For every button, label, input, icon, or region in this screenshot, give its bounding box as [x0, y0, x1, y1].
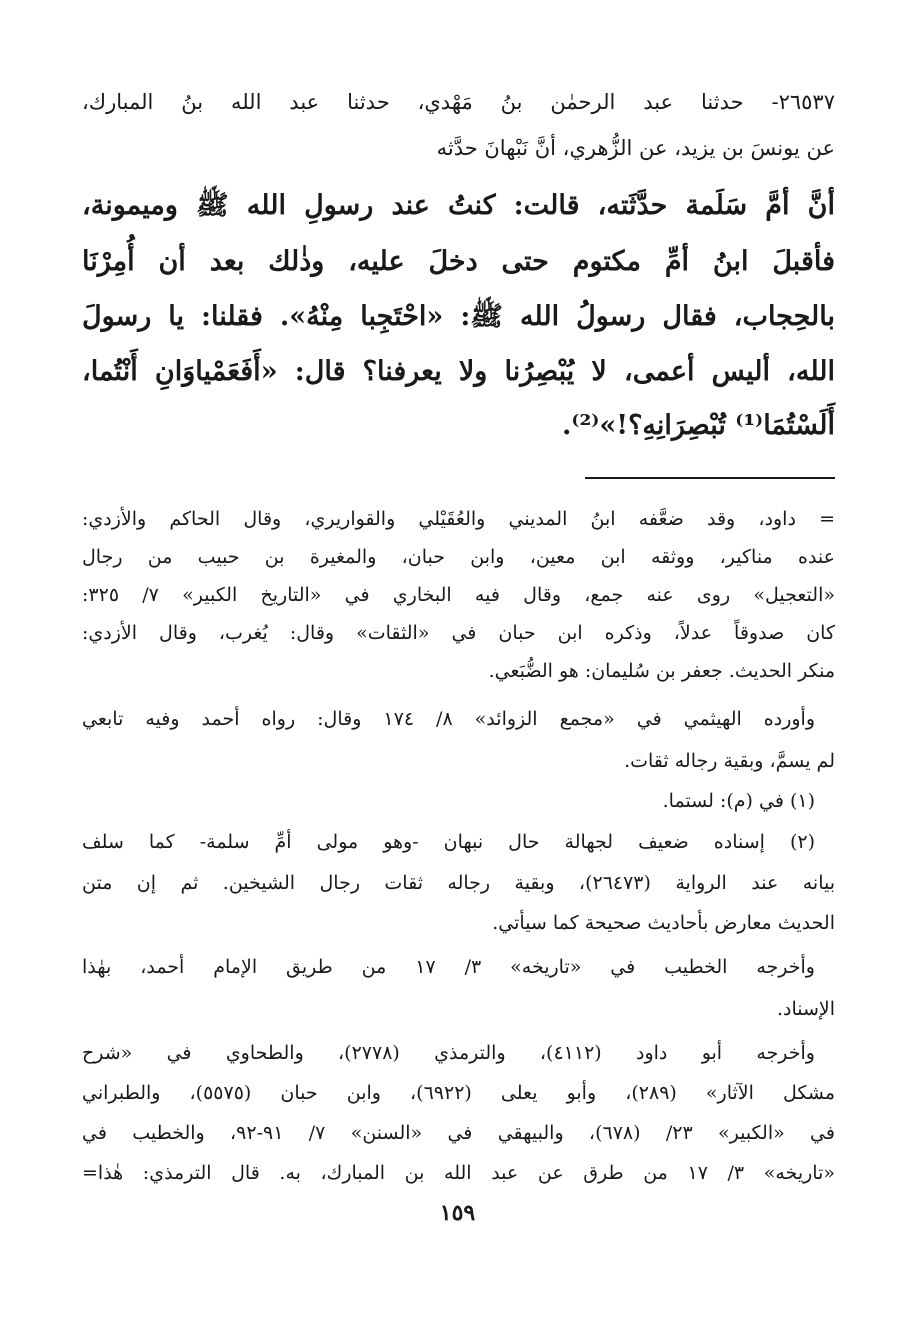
footnote-line: = داود، وقد ضعَّفه ابنُ المديني والعُقَيْلي والقواريري، وقال الحاكم والأزدي: [82, 508, 835, 530]
footnote-line: بيانه عند الرواية (٢٦٤٧٣)، وبقية رجاله ثقات رجال الشيخين. ثم إن متن [82, 872, 836, 894]
footnote-line: في «الكبير» ٢٣/ (٦٧٨)، والبيهقي في «السنن» ٧/ ٩١-٩٢، والخطيب في [82, 1122, 835, 1144]
isnad-line: عن يونسَ بن يزيد، عن الزُّهري، أنَّ نَبْهانَ حدَّثه [436, 136, 835, 160]
footnote-line: الحديث معارض بأحاديث صحيحة كما سيأتي. [492, 912, 835, 934]
footnote-line: وأخرجه الخطيب في «تاريخه» ٣/ ١٧ من طريق الإمام أحمد، بهٰذا [82, 956, 815, 978]
footnote-1: (١) في (م): لستما. [662, 790, 815, 812]
matn-line: بالحِجاب، فقال رسولُ الله ﷺ: «احْتَجِبا مِنْهُ». فقلنا: يا رسولَ [82, 301, 835, 332]
footnote-line: مشكل الآثار» (٢٨٩)، وأبو يعلى (٦٩٢٢)، وابن حبان (٥٥٧٥)، والطبراني [82, 1082, 835, 1104]
matn-line: الله، أليس أعمى، لا يُبْصِرُنا ولا يعرفنا؟ قال: «أَفَعَمْياوَانِ أَنْتُما، [82, 356, 835, 387]
footnote-line: «التعجيل» روى عنه جمع، وقال فيه البخاري في «التاريخ الكبير» ٧/ ٣٢٥: [82, 584, 835, 606]
matn-line: فأقبلَ ابنُ أمِّ مكتوم حتى دخلَ عليه، وذٰلك بعد أن أُمِرْنَا [82, 246, 835, 277]
isnad-line: ٢٦٥٣٧- حدثنا عبد الرحمٰن بنُ مَهْدي، حدثنا عبد الله بنُ المبارك، [82, 90, 835, 114]
matn-line: أنَّ أمَّ سَلَمة حدَّثَته، قالت: كنتُ عند رسولِ الله ﷺ وميمونة، [82, 190, 835, 221]
footnote-line: «تاريخه» ٣/ ١٧ من طرق عن عبد الله بن المبارك، به. قال الترمذي: هٰذا= [82, 1162, 835, 1184]
matn-line: أَلَسْتُمَا⁽¹⁾ تُبْصِرَانِهِ؟!»⁽²⁾. [562, 410, 835, 441]
footnote-2: (٢) إسناده ضعيف لجهالة حال نبهان -وهو مولى أمِّ سلمة- كما سلف [82, 831, 815, 853]
footnote-line: الإسناد. [776, 998, 835, 1020]
footnote-line: عنده مناكير، ووثقه ابن معين، وابن حبان، والمغيرة بن حبيب من رجال [82, 546, 835, 568]
footnote-line: وأخرجه أبو داود (٤١١٢)، والترمذي (٢٧٧٨)، والطحاوي في «شرح [82, 1042, 815, 1064]
page-number: ١٥٩ [439, 1200, 476, 1226]
footnote-line: لم يسمَّ، وبقية رجاله ثقات. [624, 750, 835, 772]
footnote-line: وأورده الهيثمي في «مجمع الزوائد» ٨/ ١٧٤ وقال: رواه أحمد وفيه تابعي [82, 708, 816, 730]
footnote-line: منكر الحديث. جعفر بن سُليمان: هو الضُّبَعي. [488, 660, 835, 682]
footnote-line: كان صدوقاً عدلاً، وذكره ابن حبان في «الثقات» وقال: يُغرب، وقال الأزدي: [82, 622, 835, 644]
footnote-divider [585, 477, 835, 479]
